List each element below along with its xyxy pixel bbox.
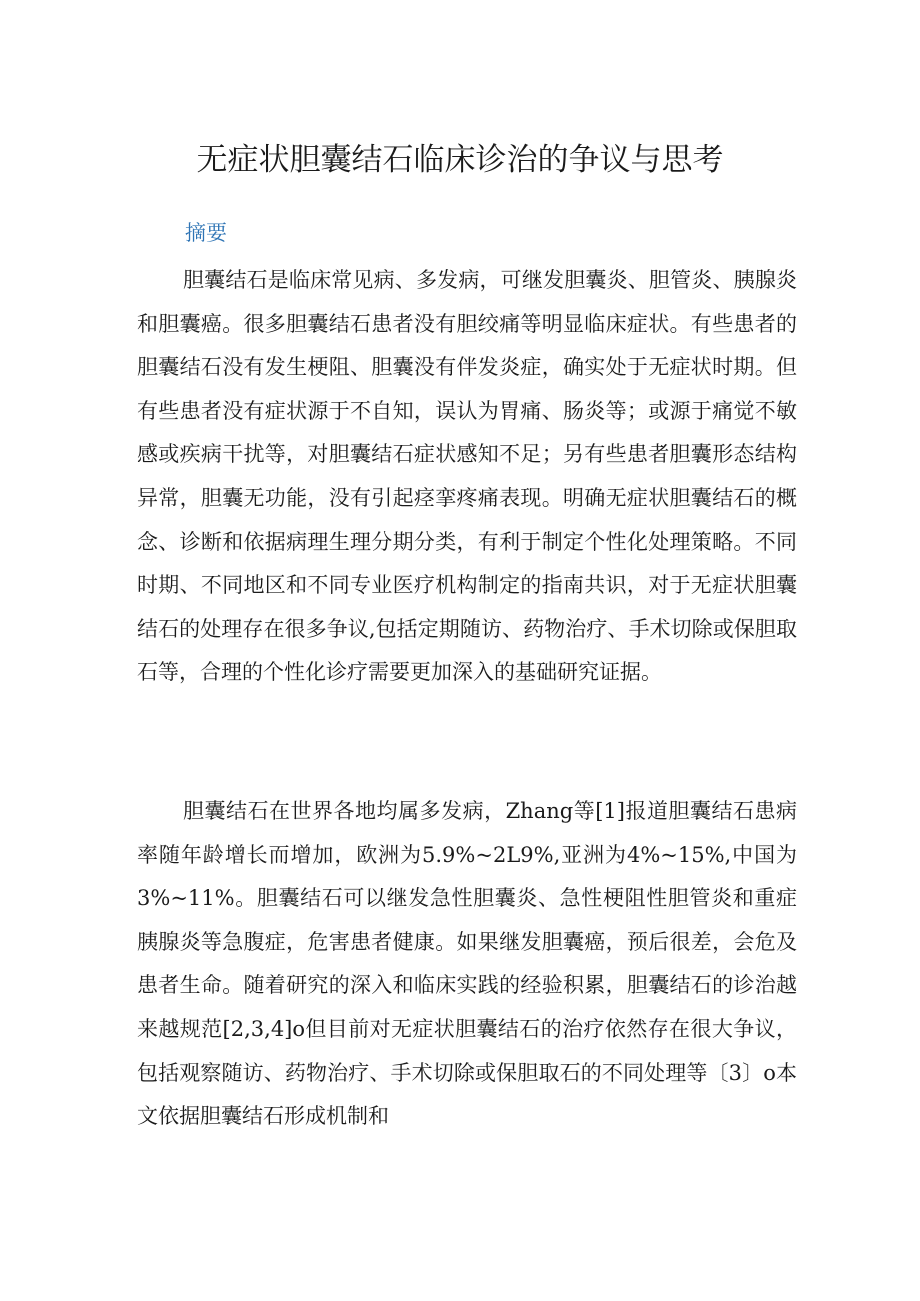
document-title: 无症状胆囊结石临床诊治的争议与思考 [196, 142, 724, 178]
abstract-heading: 摘要 [185, 221, 227, 245]
body-paragraph: 胆囊结石在世界各地均属多发病，Zhang等[1]报道胆囊结石患病率随年龄增长而增加，欧洲为5.9%~2L9%,亚洲为4%~15%,中国为3%~11%。胆囊结石可以继发急性胆囊炎、急性梗阻性胆管炎和重症胰腺炎等急腹症，危害患者健康。如果继发胆囊癌，预后很差，会危及患者生命。随着研究的深入和临床实践的经验积累，胆囊结石的诊治越来越规范[2,3,4]o但目前对无症状胆囊结石的治疗依然存在很大争议，包括观察随访、药物治疗、手术切除或保胆取石的不同处理等〔3〕o本文依据胆囊结石形成机制和 [137, 799, 797, 1129]
abstract-paragraph: 胆囊结石是临床常见病、多发病，可继发胆囊炎、胆管炎、胰腺炎和胆囊癌。很多胆囊结石患者没有胆绞痛等明显临床症状。有些患者的胆囊结石没有发生梗阻、胆囊没有伴发炎症，确实处于无症状时期。但有些患者没有症状源于不自知，误认为胃痛、肠炎等；或源于痛觉不敏感或疾病干扰等，对胆囊结石症状感知不足；另有些患者胆囊形态结构异常，胆囊无功能，没有引起痉挛疼痛表现。明确无症状胆囊结石的概念、诊断和依据病理生理分期分类，有利于制定个性化处理策略。不同时期、不同地区和不同专业医疗机构制定的指南共识，对于无症状胆囊结石的处理存在很多争议,包括定期随访、药物治疗、手术切除或保胆取石等，合理的个性化诊疗需要更加深入的基础研究证据。 [137, 268, 797, 685]
